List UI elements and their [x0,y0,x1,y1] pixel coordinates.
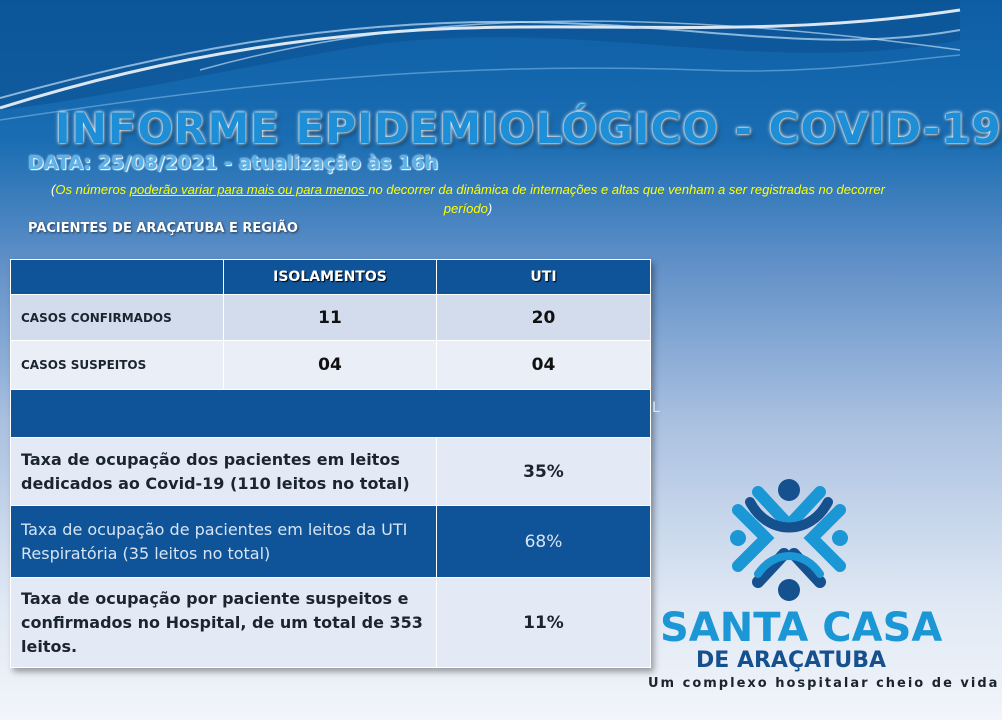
column-header-uti: UTI [437,260,651,295]
table-row [11,578,651,668]
occupancy-value-uti-respiratoria: 68% [437,506,651,578]
covid-data-table [10,259,651,668]
note-part2: no decorrer da dinâmica de internações e altas que venham a ser registradas no decorrer período [368,182,885,216]
column-header-isolamentos: ISOLAMENTOS [224,260,437,295]
table-divider-band [11,390,651,438]
divider-band-cell [11,390,651,438]
row-label-confirmados: CASOS CONFIRMADOS [11,295,224,341]
table-row [11,341,651,390]
note-part1: Os números [55,182,130,197]
page-title: INFORME EPIDEMIOLÓGICO - COVID-19 [55,104,1002,153]
confirmados-uti-value: 20 [437,295,651,341]
column-header-empty [11,260,224,295]
row-label-suspeitos: CASOS SUSPEITOS [11,341,224,390]
brand-tagline: Um complexo hospitalar cheio de vida [648,676,1000,691]
occupancy-value-covid-beds: 35% [437,438,651,506]
note-open-paren: ( [51,182,56,197]
section-subtitle: PACIENTES DE ARAÇATUBA E REGIÃO [28,221,298,236]
table-row [11,506,651,578]
table-row [11,438,651,506]
occupancy-value-hospital: 11% [437,578,651,668]
note-underlined: poderão variar para mais ou para menos [129,182,369,197]
santa-casa-logo-icon [728,478,850,606]
confirmados-isolamentos-value: 11 [224,295,437,341]
occupancy-label-covid-beds: Taxa de ocupação dos pacientes em leitos dedicados ao Covid-19 (110 leitos no total) [11,438,437,506]
suspeitos-isolamentos-value: 04 [224,341,437,390]
brand-subname: DE ARAÇATUBA [696,648,887,673]
note-close-paren: ) [487,201,493,216]
table-header-row [11,260,651,295]
table-row [11,295,651,341]
brand-name: SANTA CASA [660,605,943,651]
occupancy-label-hospital: Taxa de ocupação por paciente suspeitos e confirmados no Hospital, de um total de 353 leitos. [11,578,437,668]
disclaimer-note [28,180,908,218]
suspeitos-uti-value: 04 [437,341,651,390]
report-date: DATA: 25/08/2021 - atualização às 16h [28,152,439,174]
stray-character: L [652,400,660,416]
occupancy-label-uti-respiratoria: Taxa de ocupação de pacientes em leitos da UTI Respiratória (35 leitos no total) [11,506,437,578]
